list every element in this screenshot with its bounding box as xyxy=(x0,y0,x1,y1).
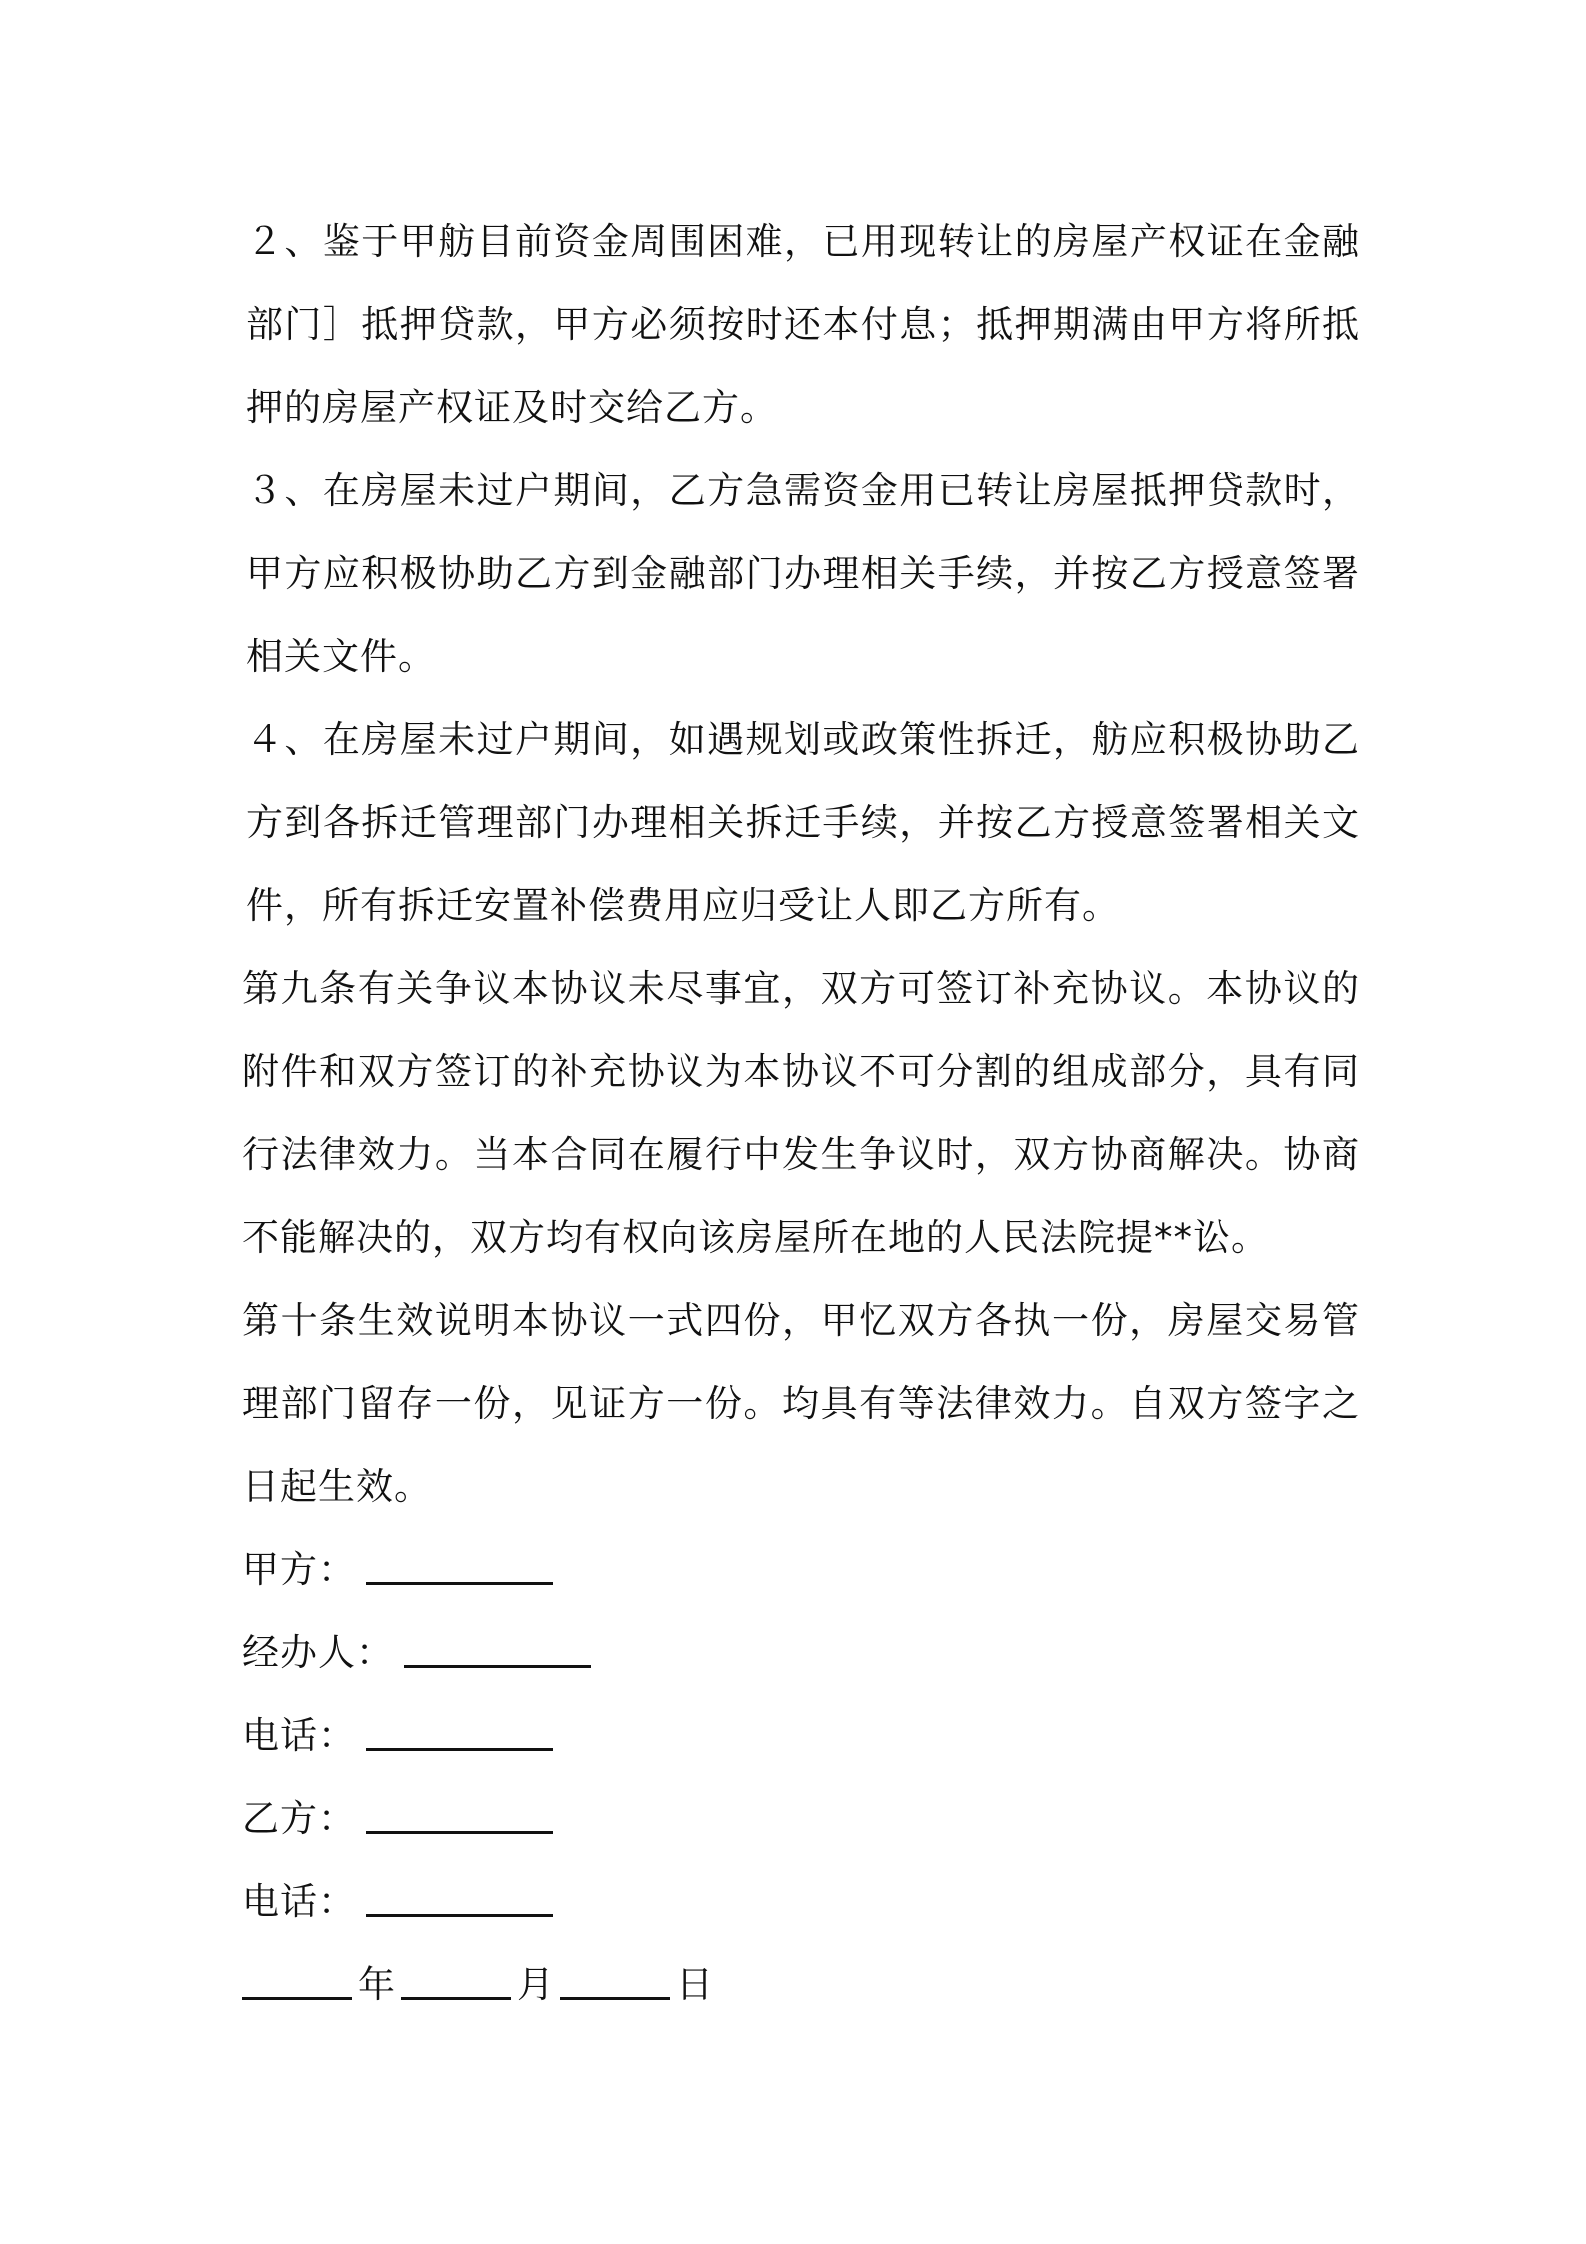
party-b-blank-line[interactable] xyxy=(366,1831,553,1834)
month-blank-line[interactable] xyxy=(401,1997,511,2000)
phone-b-blank-line[interactable] xyxy=(366,1914,553,1917)
signature-party-a xyxy=(242,1528,1360,1611)
phone-b-label: 电话： xyxy=(242,1880,356,1923)
signature-handler xyxy=(242,1611,1360,1694)
day-blank-line[interactable] xyxy=(560,1997,670,2000)
clause-paragraph-4: ４、在房屋未过户期间，如遇规划或政策性拆迁，舫应积极协助乙方到各拆迁管理部门办理相关拆迁手续，并按乙方授意签署相关文件，所有拆迁安置补偿费用应归受让人即乙方所有。 xyxy=(246,718,1360,927)
clause-paragraph-3: ３、在房屋未过户期间，乙方急需资金用已转让房屋抵押贷款时，甲方应积极协助乙方到金融部门办理相关手续，并按乙方授意签署相关文件。 xyxy=(246,469,1360,678)
phone-a-blank-line[interactable] xyxy=(366,1748,553,1751)
month-label: 月 xyxy=(517,1963,554,2006)
year-blank-line[interactable] xyxy=(242,1997,352,2000)
party-b-label: 乙方： xyxy=(242,1797,356,1840)
phone-a-label: 电话： xyxy=(242,1714,356,1757)
clause-paragraph-2: ２、鉴于甲舫目前资金周围困难，已用现转让的房屋产权证在金融部门］抵押贷款，甲方必须按时还本付息；抵押期满由甲方将所抵押的房屋产权证及时交给乙方。 xyxy=(246,220,1360,429)
signature-phone-b xyxy=(242,1860,1360,1943)
party-a-label: 甲方： xyxy=(242,1548,356,1591)
article-ten-effectiveness: 第十条生效说明本协议一式四份，甲忆双方各执一份，房屋交易管理部门留存一份，见证方一份。均具有等法律效力。自双方签字之日起生效。 xyxy=(242,1299,1360,1508)
signature-party-b xyxy=(242,1777,1360,1860)
document-body xyxy=(242,200,1360,2026)
article-nine-dispute: 第九条有关争议本协议未尽事宜，双方可签订补充协议。本协议的附件和双方签订的补充协议为本协议不可分割的组成部分，具有同行法律效力。当本合同在履行中发生争议时，双方协商解决。协商不能解决的，双方均有权向该房屋所在地的人民法院提**讼。 xyxy=(242,967,1360,1259)
party-a-blank-line[interactable] xyxy=(366,1582,553,1585)
signature-phone-a xyxy=(242,1694,1360,1777)
handler-label: 经办人： xyxy=(242,1631,394,1674)
day-label: 日 xyxy=(676,1963,713,2006)
signing-date xyxy=(242,1943,1360,2026)
handler-blank-line[interactable] xyxy=(404,1665,591,1668)
year-label: 年 xyxy=(358,1963,395,2006)
